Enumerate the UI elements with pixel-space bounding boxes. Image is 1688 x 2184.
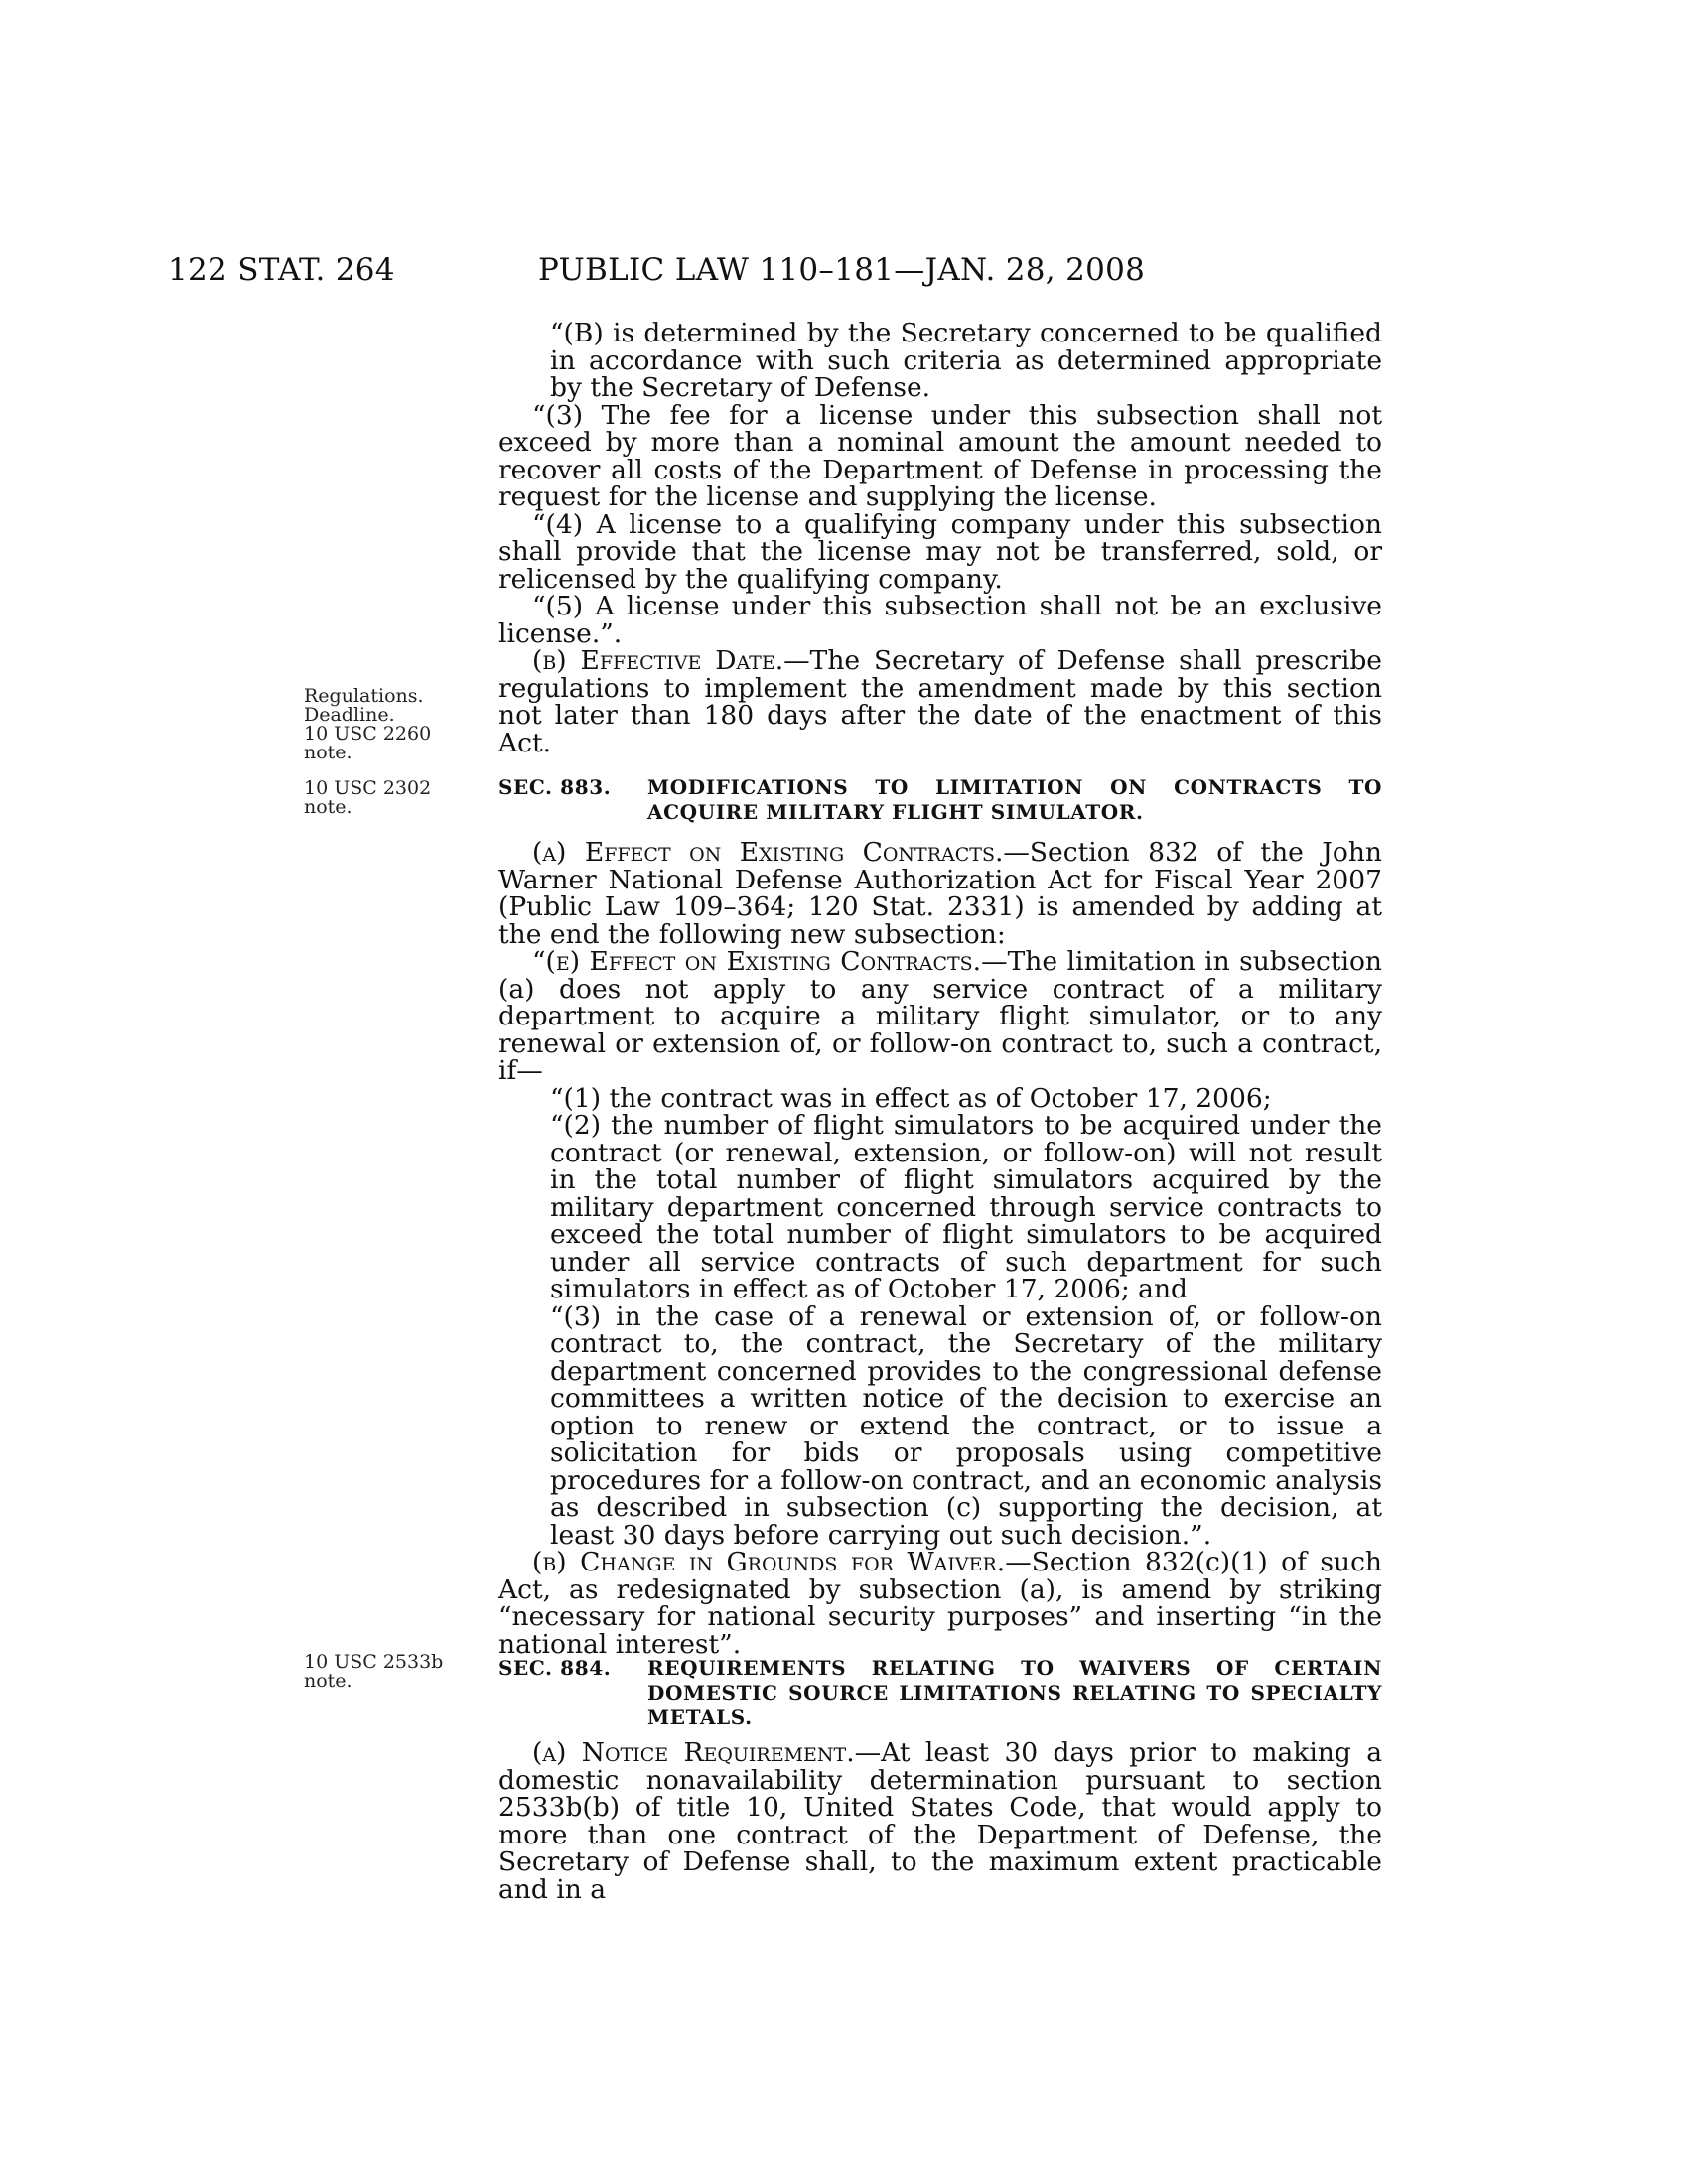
section-number: SEC. 883. bbox=[498, 775, 612, 799]
paragraph-4: “(4) A license to a qualifying company under this subsection shall provide that the license may not be transferred, sold, or relicensed by the qualifying company. bbox=[498, 508, 1382, 595]
paragraph-a: (a) Effect on Existing Contracts.—Section 832 of the John Warner National Defense Authorization Act for Fiscal Year 2007 (Public Law 109–364; 120 Stat. 2331) is amended by adding at the end the following new subsection: bbox=[498, 837, 1382, 950]
paragraph-effective-date: (b) Effective Date.—The Secretary of Defense shall prescribe regulations to implement the amendment made by this section not later than 180 days after the date of the enactment of this Act. bbox=[498, 645, 1382, 758]
margin-note-884: 10 USC 2533b note. bbox=[304, 1651, 444, 1692]
paragraph-5: “(5) A license under this subsection shall not be an exclusive license.”. bbox=[498, 591, 1382, 649]
section-title: MODIFICATIONS TO LIMITATION ON CONTRACTS TO ACQUIRE MILITARY FLIGHT SIMULATOR. bbox=[647, 775, 1382, 824]
paragraph-e2: “(2) the number of flight simulators to be acquired under the contract (or renewal, extension, or follow-on) will not result in the total number of flight simulators acquired by the military department concerned through service contracts to exceed the total number of flight simulators to be acquired under all service contracts of such department for such simulators in effect as of October 17, 2006; and bbox=[550, 1110, 1382, 1304]
paragraph-notice: (a) Notice Requirement.—At least 30 days prior to making a domestic nonavailability determination pursuant to section 2533b(b) of title 10, United States Code, that would apply to more than one contract of the Department of Defense, the Secretary of Defense shall, to the maximum extent practicable and in a bbox=[498, 1737, 1383, 1905]
section-title: REQUIREMENTS RELATING TO WAIVERS OF CERTAIN DOMESTIC SOURCE LIMITATIONS RELATING TO SPECIALTY METALS. bbox=[647, 1656, 1382, 1729]
margin-note-regulations: Regulations. Deadline. 10 USC 2260 note. bbox=[304, 685, 432, 763]
paragraph-e3: “(3) in the case of a renewal or extension of, or follow-on contract to, the contract, the Secretary of the military department concerned provides to the congressional defense committees a written notice of the decision to exercise an option to renew or extend the contract, or to issue a solicitation for bids or proposals using competitive procedures for a follow-on contract, and an economic analysis as described in subsection (c) supporting the decision, at least 30 days before carrying out such decision.”. bbox=[550, 1300, 1382, 1551]
section-884-heading bbox=[498, 1656, 1382, 1730]
paragraph-e1: “(1) the contract was in effect as of October 17, 2006; bbox=[550, 1082, 1272, 1114]
paragraph-e: “(e) Effect on Existing Contracts.—The limitation in subsection (a) does not apply to any service contract of a military department to acquire a military flight simulator, or to any renewal or extension of, or follow-on contract to, such a contract, if— bbox=[498, 946, 1382, 1086]
section-number: SEC. 884. bbox=[498, 1656, 612, 1680]
margin-note-883: 10 USC 2302 note. bbox=[304, 777, 432, 818]
text-block-3 bbox=[498, 1739, 1382, 1903]
running-header: PUBLIC LAW 110–181—JAN. 28, 2008 bbox=[538, 252, 1146, 288]
paragraph-3: “(3) The fee for a license under this subsection shall not exceed by more than a nominal amount the amount needed to recover all costs of the Department of Defense in processing the request for the license and supplying the license. bbox=[498, 399, 1382, 512]
page-stat-number: 122 STAT. 264 bbox=[168, 252, 395, 288]
section-883-heading bbox=[498, 775, 1382, 825]
paragraph-b: “(B) is determined by the Secretary concerned to be qualified in accordance with such criteria as determined appropriate by the Secretary of Defense. bbox=[550, 318, 1382, 403]
text-block-1 bbox=[498, 320, 1382, 756]
text-block-2 bbox=[498, 839, 1382, 1658]
paragraph-b-waiver: (b) Change in Grounds for Waiver.—Section 832(c)(1) of such Act, as redesignated by subsection (a), is amend by striking “necessary for national security purposes” and inserting “in the national interest”. bbox=[498, 1547, 1382, 1660]
